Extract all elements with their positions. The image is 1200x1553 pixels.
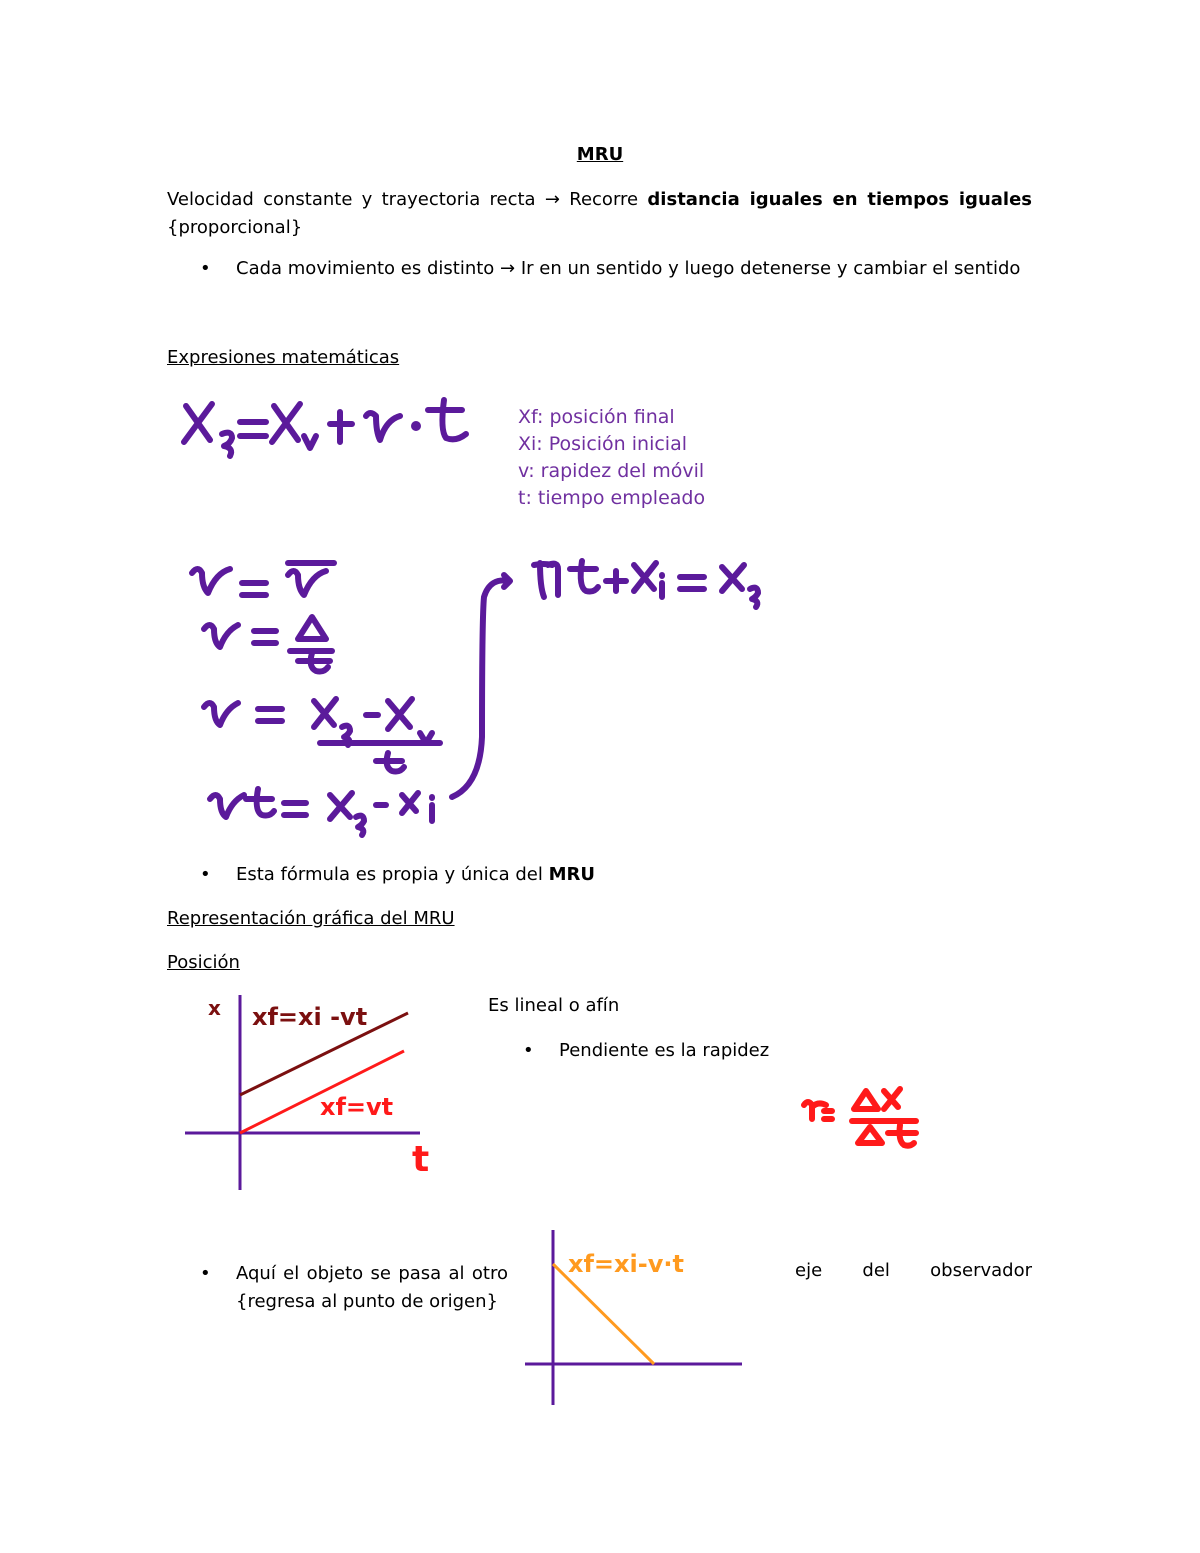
section-heading-graph: Representación gráfica del MRU (167, 908, 455, 929)
bullet1-after: Ir en un sentido y luego detenerse y cambiar el sentido (520, 258, 1021, 279)
derivation-line-3 (204, 699, 440, 772)
bullet-slope-text: Pendiente es la rapidez (559, 1040, 770, 1061)
graph1-line1-label: xf=xi -vt (252, 1003, 368, 1031)
bullet1-before: Cada movimiento es distinto (236, 258, 495, 279)
bullet-item-slope (523, 1040, 769, 1061)
intro-text-3: {proporcional} (167, 217, 303, 238)
graph2-line (553, 1264, 654, 1364)
derivation-line-1 (192, 563, 334, 595)
intro-text-2: Recorre (569, 189, 639, 210)
section-heading-math: Expresiones matemáticas (167, 347, 400, 368)
variable-legend (518, 404, 705, 512)
handwritten-formula-main (170, 390, 490, 470)
legend-item-v: v: rapidez del móvil (518, 460, 705, 482)
bullet-item-movement (200, 258, 1100, 279)
bullet-icon: • (200, 258, 211, 279)
bullet-icon: • (200, 864, 211, 885)
bullet3-word: observador (930, 1260, 1032, 1281)
derivation-line-2 (204, 617, 332, 672)
slope-formula (800, 1085, 930, 1155)
graph1-line2-label: xf=vt (320, 1093, 394, 1121)
handwritten-derivation (180, 555, 800, 845)
graph1-y-label: x (208, 996, 221, 1020)
legend-item-xf: Xf: posición final (518, 406, 675, 428)
legend-item-t: t: tiempo empleado (518, 487, 706, 509)
derivation-line-4 (210, 789, 432, 835)
arrow-right-icon: → (544, 189, 560, 210)
bullet2-bold: MRU (548, 864, 595, 885)
position-graph (180, 995, 450, 1195)
derivation-line-5 (534, 561, 758, 607)
intro-paragraph (167, 186, 1032, 242)
legend-item-xi: Xi: Posición inicial (518, 433, 687, 455)
section-heading-position: Posición (167, 952, 240, 973)
bullet-icon: • (523, 1040, 534, 1061)
bullet3-left-text-2: {regresa al punto de origen} (236, 1291, 498, 1312)
bullet3-left-text: Aquí el objeto se pasa al otro (236, 1263, 508, 1284)
bullet3-word: eje (795, 1260, 823, 1281)
graph2-label: xf=xi-v·t (568, 1250, 684, 1278)
graph1-x-label: t (412, 1139, 430, 1180)
bullet-icon: • (200, 1263, 211, 1284)
bullet3-word: del (862, 1260, 890, 1281)
intro-bold: distancia iguales en tiempos iguales (647, 189, 1032, 210)
linear-note: Es lineal o afín (488, 995, 620, 1016)
bullet-item-return (200, 1260, 510, 1316)
return-graph (520, 1230, 750, 1410)
bullet-item-mru-formula (200, 864, 1100, 885)
arrow-right-icon: → (500, 258, 516, 279)
bullet2-text: Esta fórmula es propia y única del (236, 864, 543, 885)
page-title: MRU (576, 144, 624, 165)
bullet3-tail (795, 1260, 1032, 1281)
connector-arrow (452, 575, 510, 797)
intro-text-1: Velocidad constante y trayectoria recta (167, 189, 536, 210)
